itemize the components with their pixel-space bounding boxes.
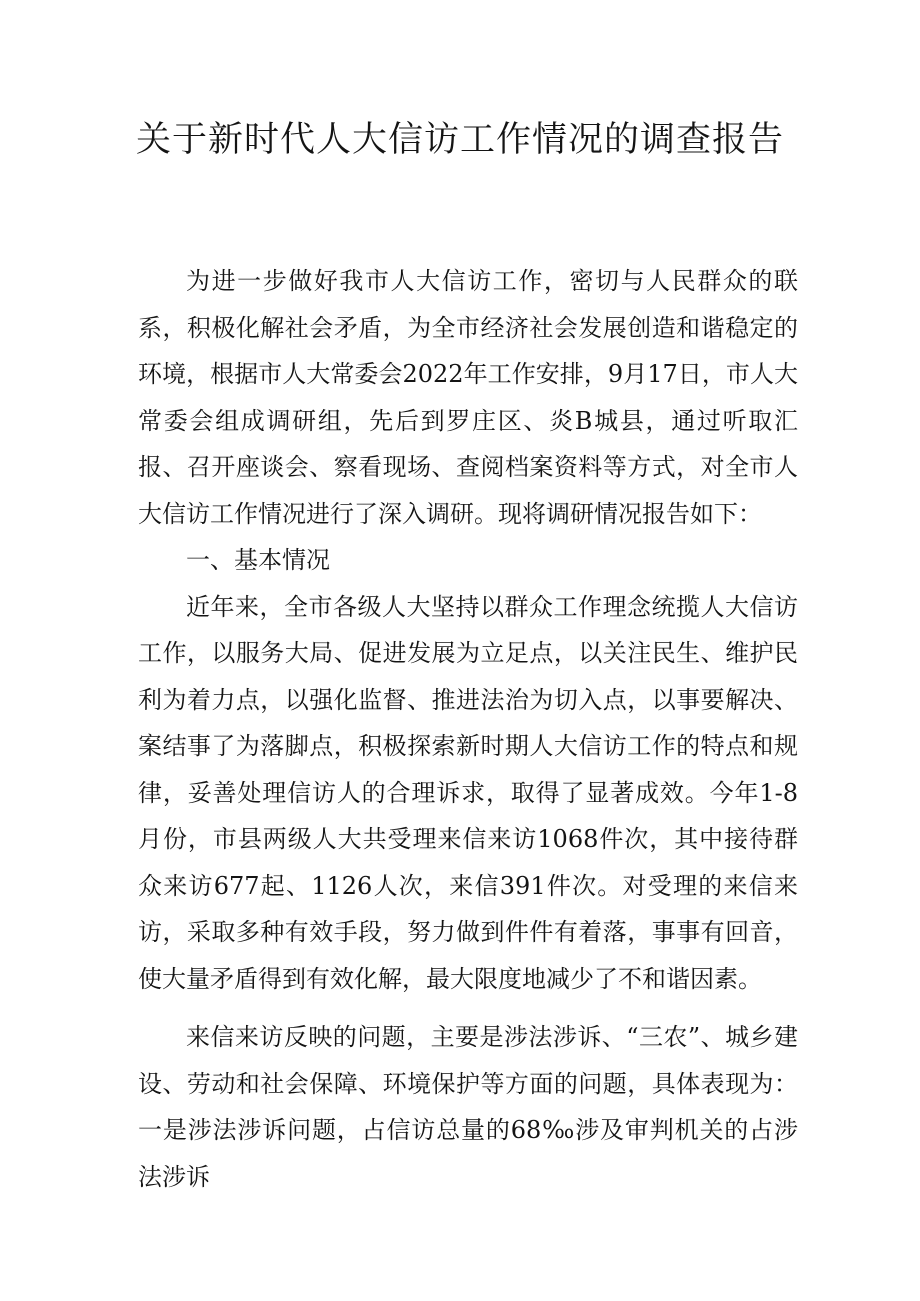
basic-situation-paragraph: 近年来，全市各级人大坚持以群众工作理念统揽人大信访工作，以服务大局、促进发展为立足点，以关注民生、维护民利为着力点，以强化监督、推进法治为切入点，以事要解决、案结事了为落脚点，积极探索新时期人大信访工作的特点和规律，妥善处理信访人的合理诉求，取得了显著成效。今年1-8月份，市县两级人大共受理来信来访1068件次，其中接待群众来访677起、1126人次，来信391件次。对受理的来信来访，采取多种有效手段，努力做到件件有着落，事事有回音，使大量矛盾得到有效化解，最大限度地减少了不和谐因素。 [138, 592, 798, 993]
document-title: 关于新时代人大信访工作情况的调查报告 [135, 120, 784, 160]
document-body [138, 258, 798, 1200]
intro-paragraph: 为进一步做好我市人大信访工作，密切与人民群众的联系，积极化解社会矛盾，为全市经济社会发展创造和谐稳定的环境，根据市人大常委会2022年工作安排，9月17日，市人大常委会组成调研组，先后到罗庄区、炎B城县，通过听取汇报、召开座谈会、察看现场、查阅档案资料等方式，对全市人大信访工作情况进行了深入调研。现将调研情况报告如下： [138, 267, 798, 528]
section-heading-basic-situation: 一、基本情况 [186, 546, 330, 574]
issues-paragraph: 来信来访反映的问题，主要是涉法涉诉、“三农”、城乡建设、劳动和社会保障、环境保护等方面的问题，具体表现为：一是涉法涉诉问题，占信访总量的68‰涉及审判机关的占涉法涉诉 [138, 1023, 798, 1191]
